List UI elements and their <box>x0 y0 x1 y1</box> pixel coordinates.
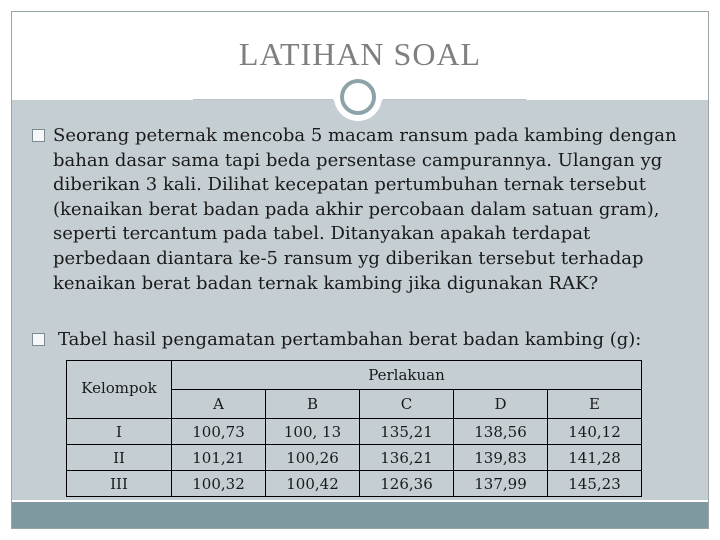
group-header-cell: Perlakuan <box>172 361 642 390</box>
table-row <box>67 445 642 471</box>
table-cell: 137,99 <box>454 471 548 497</box>
column-header-a: A <box>172 390 266 419</box>
table-caption: Tabel hasil pengamatan pertambahan berat badan kambing (g): <box>58 329 642 350</box>
table-cell: 100,26 <box>266 445 360 471</box>
table-row <box>67 471 642 497</box>
table-cell: 101,21 <box>172 445 266 471</box>
table-cell: 100,42 <box>266 471 360 497</box>
title-rule-right <box>383 99 526 100</box>
column-header-b: B <box>266 390 360 419</box>
slide-title: LATIHAN SOAL <box>238 36 482 72</box>
table-row <box>67 419 642 445</box>
problem-paragraph <box>32 124 682 296</box>
column-header-e: E <box>548 390 642 419</box>
footer-band <box>12 502 708 528</box>
column-header-c: C <box>360 390 454 419</box>
problem-text: Seorang peternak mencoba 5 macam ransum pada kambing dengan bahan dasar sama tapi beda persentase campurannya. Ulangan yg diberikan 3 kali. Dilihat kecepatan pertumbuhan ternak tersebut (kenaikan berat badan pada akhir percobaan dalam satuan gram), seperti tercantum pada tabel. Ditanyakan apakah terdapat perbedaan diantara ke-5 ransum yg diberikan tersebut terhadap kenaikan berat badan ternak kambing jika digunakan RAK? <box>53 125 677 294</box>
row-header-cell: Kelompok <box>67 361 172 419</box>
column-header-d: D <box>454 390 548 419</box>
table-header-row <box>67 361 642 390</box>
table-cell: 145,23 <box>548 471 642 497</box>
title-rule-left <box>193 99 333 100</box>
square-bullet-icon <box>32 333 45 346</box>
table-cell: 100,32 <box>172 471 266 497</box>
square-bullet-icon <box>32 129 45 142</box>
table-caption-paragraph <box>32 328 682 353</box>
table-cell: 126,36 <box>360 471 454 497</box>
table-cell: 100, 13 <box>266 419 360 445</box>
table-cell: 141,28 <box>548 445 642 471</box>
data-table <box>66 360 642 497</box>
table-cell: 135,21 <box>360 419 454 445</box>
table-cell: 100,73 <box>172 419 266 445</box>
table-cell: 138,56 <box>454 419 548 445</box>
table-cell: 139,83 <box>454 445 548 471</box>
row-label: I <box>67 419 172 445</box>
table-cell: 140,12 <box>548 419 642 445</box>
table-cell: 136,21 <box>360 445 454 471</box>
circle-ornament-icon <box>340 79 376 115</box>
row-label: III <box>67 471 172 497</box>
row-label: II <box>67 445 172 471</box>
